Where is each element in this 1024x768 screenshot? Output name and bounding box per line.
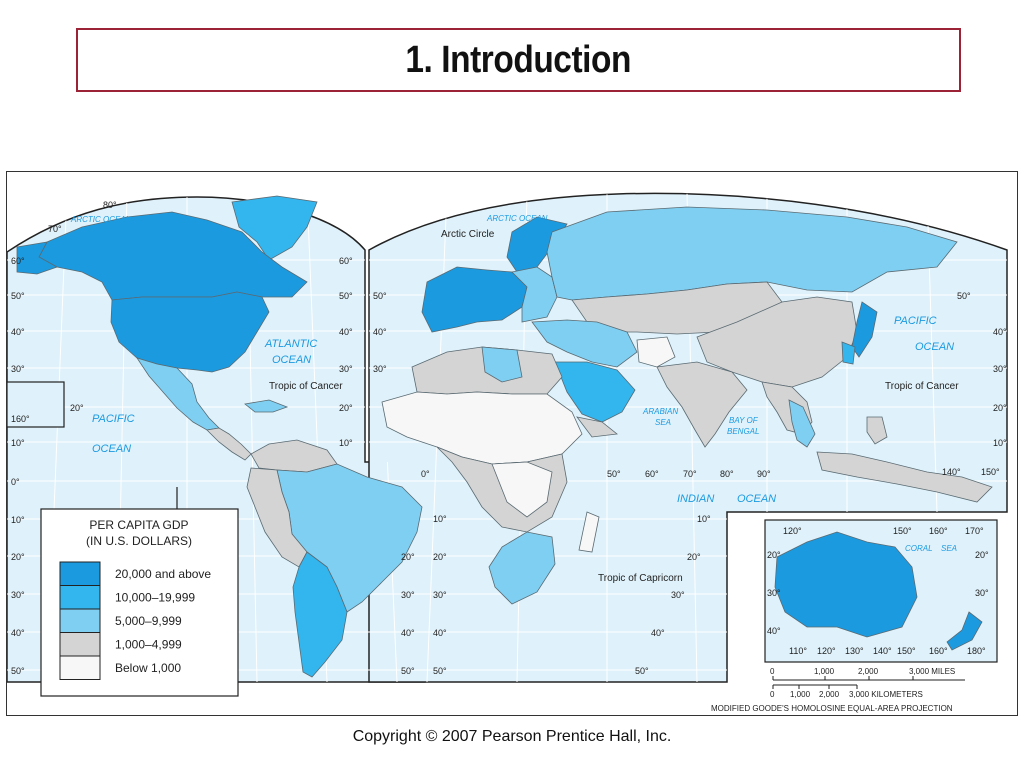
lat-label: 30° xyxy=(339,364,353,374)
scale-km-label: 3,000 KILOMETERS xyxy=(849,690,923,699)
lon-label: 70° xyxy=(683,469,697,479)
lat-label: 50° xyxy=(11,666,25,676)
inset-lon-label: 110° xyxy=(789,646,807,656)
lat-label: 10° xyxy=(993,438,1007,448)
legend-swatch xyxy=(60,656,100,680)
inset-lon-label: 140° xyxy=(873,646,892,656)
lat-label: 50° xyxy=(339,291,353,301)
ocean-label: SEA xyxy=(655,418,672,427)
legend-title: PER CAPITA GDP xyxy=(89,518,189,532)
lat-label: 10° xyxy=(11,438,25,448)
lat-label: 40° xyxy=(373,327,387,337)
ocean-label: PACIFIC xyxy=(894,315,937,327)
ocean-label: OCEAN xyxy=(92,443,132,455)
lat-label: 10° xyxy=(697,514,711,524)
inset-lon-label: 130° xyxy=(845,646,864,656)
scale-miles-label: 0 xyxy=(770,667,775,676)
lat-label: 40° xyxy=(651,628,665,638)
legend-subtitle: (IN U.S. DOLLARS) xyxy=(85,534,193,548)
legend-swatch xyxy=(60,609,100,633)
ocean-label: OCEAN xyxy=(737,493,777,505)
inset-lon-label: 150° xyxy=(893,526,912,536)
ocean-label: PACIFIC xyxy=(92,413,135,425)
inset-lon-label: 120° xyxy=(783,526,802,536)
inset-lon-label: 120° xyxy=(817,646,836,656)
lat-label: 30° xyxy=(11,364,25,374)
lat-label: 60° xyxy=(11,256,25,266)
lat-label: 30° xyxy=(993,364,1007,374)
ocean-label: OCEAN xyxy=(272,354,312,366)
lat-label: 10° xyxy=(11,515,25,525)
legend-swatch xyxy=(60,562,100,586)
legend-swatch xyxy=(60,633,100,657)
inset-lon-label: 150° xyxy=(897,646,916,656)
lat-label: 20° xyxy=(687,552,701,562)
lat-label: 30° xyxy=(671,590,685,600)
lat-label: 40° xyxy=(401,628,415,638)
legend-label: Below 1,000 xyxy=(115,661,182,675)
lat-label: 50° xyxy=(433,666,447,676)
ocean-label: BAY OF xyxy=(729,416,758,425)
inset-lat-label: 30° xyxy=(767,588,781,598)
scale-miles-label: 3,000 MILES xyxy=(909,667,956,676)
lat-label: 20° xyxy=(993,403,1007,413)
legend-label: 1,000–4,999 xyxy=(115,637,182,652)
lat-label: 20° xyxy=(11,552,25,562)
scale-km-label: 0 xyxy=(770,690,775,699)
scale-bar xyxy=(711,667,965,713)
lat-label: 50° xyxy=(11,291,25,301)
line-label: Tropic of Cancer xyxy=(269,381,343,392)
legend xyxy=(41,509,238,696)
lon-label: 60° xyxy=(645,469,659,479)
inset-lat-label: 30° xyxy=(975,588,989,598)
lat-label: 70° xyxy=(48,224,62,234)
lon-label: 150° xyxy=(981,467,1000,477)
ocean-label: OCEAN xyxy=(915,341,955,353)
lat-label: 20° xyxy=(401,552,415,562)
lat-label: 50° xyxy=(401,666,415,676)
lat-label: 80° xyxy=(103,200,117,210)
inset-lon-label: 170° xyxy=(965,526,984,536)
ocean-label: SEA xyxy=(941,544,958,553)
inset-lat-label: 20° xyxy=(975,550,989,560)
lon-label: 50° xyxy=(607,469,621,479)
ocean-label: CORAL xyxy=(905,544,933,553)
ocean-label: ARABIAN xyxy=(643,407,679,416)
legend-label: 20,000 and above xyxy=(115,567,212,581)
lat-label: 40° xyxy=(433,628,447,638)
line-label: Tropic of Cancer xyxy=(885,381,959,392)
lat-label: 30° xyxy=(401,590,415,600)
title-box xyxy=(76,28,961,92)
lat-label: 40° xyxy=(11,628,25,638)
lat-label: 30° xyxy=(433,590,447,600)
lon-label: 140° xyxy=(942,467,961,477)
lat-label: 40° xyxy=(11,327,25,337)
lat-label: 50° xyxy=(373,291,387,301)
lat-label: 30° xyxy=(373,364,387,374)
lon-label: 80° xyxy=(720,469,734,479)
legend-label: 10,000–19,999 xyxy=(115,590,196,605)
lat-label: 40° xyxy=(993,327,1007,337)
lat-label: 10° xyxy=(433,514,447,524)
line-label: Arctic Circle xyxy=(441,229,495,240)
lat-label: 50° xyxy=(957,291,971,301)
copyright: Copyright © 2007 Pearson Prentice Hall, Inc. xyxy=(352,728,672,745)
slide-title: 1. Introduction xyxy=(405,38,632,81)
ocean-label: BENGAL xyxy=(727,427,760,436)
lat-label: 160° xyxy=(11,414,30,424)
ocean-label: ARCTIC OCEAN xyxy=(71,215,132,224)
scale-miles-label: 1,000 xyxy=(814,667,835,676)
scale-km-label: 2,000 xyxy=(819,690,840,699)
ocean-label: INDIAN xyxy=(677,493,715,505)
projection-label: MODIFIED GOODE'S HOMOLOSINE EQUAL-AREA PROJECTION xyxy=(711,704,953,713)
lon-label: 90° xyxy=(757,469,771,479)
inset-lon-label: 180° xyxy=(967,646,986,656)
ocean-label: ARCTIC OCEAN xyxy=(487,214,548,223)
scale-km-label: 1,000 xyxy=(790,690,811,699)
legend-swatch xyxy=(60,586,100,610)
lat-label: 20° xyxy=(339,403,353,413)
lat-label: 20° xyxy=(433,552,447,562)
lat-label: 10° xyxy=(339,438,353,448)
legend-label: 5,000–9,999 xyxy=(115,614,182,628)
line-label: Tropic of Capricorn xyxy=(598,573,683,584)
inset-lat-label: 20° xyxy=(767,550,781,560)
lat-label: 30° xyxy=(11,590,25,600)
world-map xyxy=(6,171,1018,716)
inset-lon-label: 160° xyxy=(929,646,948,656)
inset-lon-label: 160° xyxy=(929,526,948,536)
lat-label: 0° xyxy=(11,477,20,487)
lat-label: 0° xyxy=(421,469,430,479)
inset-lat-label: 40° xyxy=(767,626,781,636)
ocean-label: ATLANTIC xyxy=(265,338,318,350)
lat-label: 20° xyxy=(70,403,84,413)
map-svg xyxy=(7,172,1018,716)
lat-label: 60° xyxy=(339,256,353,266)
scale-miles-label: 2,000 xyxy=(858,667,879,676)
lat-label: 50° xyxy=(635,666,649,676)
lat-label: 40° xyxy=(339,327,353,337)
